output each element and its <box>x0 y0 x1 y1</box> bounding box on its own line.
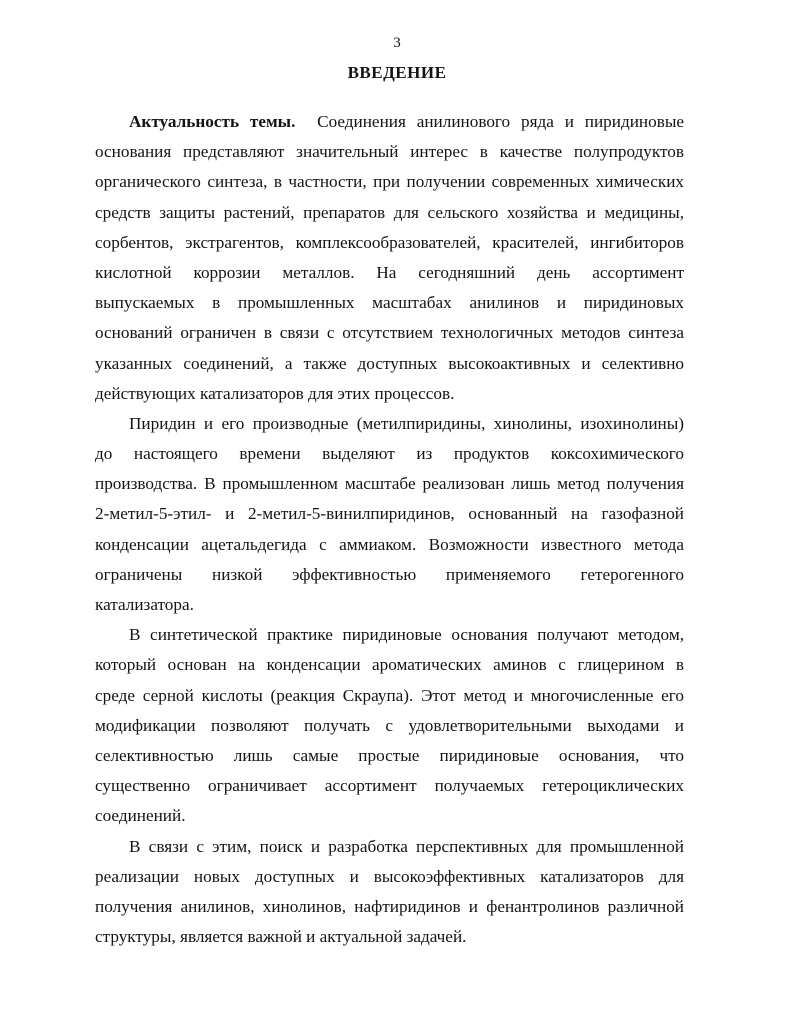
paragraph-line: модификации позволяют получать с удовлетворительными выходами и <box>95 715 684 735</box>
paragraph-line: производства. В промышленном масштабе реализован лишь метод получения <box>95 474 684 494</box>
paragraph-line: который основан на конденсации ароматических аминов с глицерином в <box>95 655 684 675</box>
paragraph-line: оснований ограничен в связи с отсутствием технологичных методов синтеза <box>95 323 684 343</box>
paragraph-line: получения анилинов, хинолинов, нафтиридинов и фенантролинов различной <box>95 896 684 916</box>
paragraph-line: Актуальность темы. Соединения анилинового ряда и пиридиновые <box>129 112 684 131</box>
paragraph-line: 2-метил-5-этил- и 2-метил-5-винилпиридинов, основанный на газофазной <box>95 504 684 524</box>
paragraph-relevance <box>95 107 684 409</box>
paragraph-line: В связи с этим, поиск и разработка перспективных для промышленной <box>129 836 684 856</box>
paragraph-line: указанных соединений, а также доступных высокоактивных и селективно <box>95 353 684 373</box>
paragraph-line: основания представляют значительный интерес в качестве полупродуктов <box>95 142 684 162</box>
paragraph-pyridine <box>95 409 684 620</box>
paragraph-line: средств защиты растений, препаратов для сельского хозяйства и медицины, <box>95 202 684 222</box>
paragraph-line: существенно ограничивает ассортимент получаемых гетероциклических <box>95 776 684 796</box>
paragraph-line: Пиридин и его производные (метилпиридины, хинолины, изохинолины) <box>129 413 684 433</box>
paragraph-line: В синтетической практике пиридиновые основания получают методом, <box>129 625 684 645</box>
paragraph-line: ограничены низкой эффективностью применяемого гетерогенного <box>95 564 684 584</box>
paragraph-line: органического синтеза, в частности, при получении современных химических <box>95 172 684 192</box>
paragraph-skraup <box>95 620 684 831</box>
paragraph-line: среде серной кислоты (реакция Скраупа). Этот метод и многочисленные его <box>95 685 684 705</box>
paragraph-conclusion <box>95 832 684 953</box>
paragraph-line: до настоящего времени выделяют из продуктов коксохимического <box>95 444 684 464</box>
paragraph-line: структуры, является важной и актуальной задачей. <box>95 927 467 947</box>
paragraph-line: конденсации ацетальдегида с аммиаком. Возможности известного метода <box>95 534 684 554</box>
paragraph-line: соединений. <box>95 806 186 826</box>
page-title: ВВЕДЕНИЕ <box>347 63 447 82</box>
section-heading-inline: Актуальность темы. <box>129 112 296 131</box>
paragraph-line: сорбентов, экстрагентов, комплексообразователей, красителей, ингибиторов <box>95 232 684 252</box>
paragraph-line: селективностью лишь самые простые пиридиновые основания, что <box>95 745 684 765</box>
paragraph-line: действующих катализаторов для этих процессов. <box>95 383 455 403</box>
paragraph-line: реализации новых доступных и высокоэффективных катализаторов для <box>95 866 684 886</box>
page-number: 3 <box>393 35 401 51</box>
paragraph-line: выпускаемых в промышленных масштабах анилинов и пиридиновых <box>95 293 684 313</box>
paragraph-line: катализатора. <box>95 595 194 614</box>
paragraph-line: кислотной коррозии металлов. На сегодняшний день ассортимент <box>95 262 684 282</box>
document-body <box>95 107 684 952</box>
